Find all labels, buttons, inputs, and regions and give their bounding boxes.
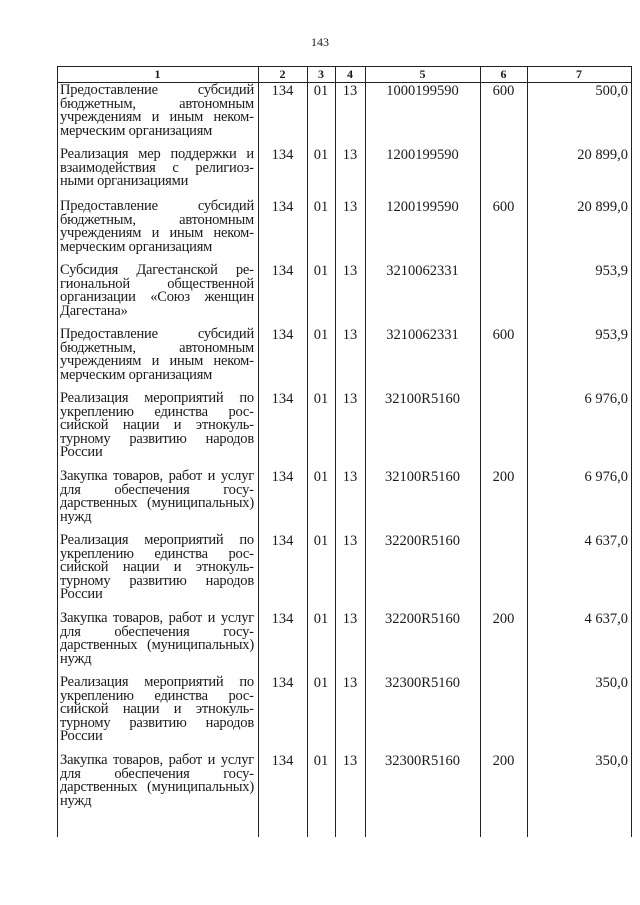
row-description: Закупка товаров, работ и услуг для обеспечения государственных (муниципальных) нужд [60,468,254,525]
row-section: 01 [313,753,329,769]
row-target-article: 1200199590 [386,199,459,215]
row-section: 01 [313,147,329,163]
row-description: Реализация мер поддержки и взаимодействия с религиозными организациями [60,146,254,189]
row-target-article: 32300R5160 [385,675,460,691]
row-section: 01 [313,199,329,215]
row-grbs: 134 [271,533,294,549]
row-description: Реализация мероприятий по укреплению единства российской нации и этнокультурному развитию народов России [60,674,254,744]
row-description: Реализация мероприятий по укреплению единства российской нации и этнокультурному развитию народов России [60,390,254,460]
row-subsection: 13 [342,83,358,99]
row-amount: 350,0 [595,675,628,691]
row-subsection: 13 [342,199,358,215]
column-divider [527,66,528,837]
row-subsection: 13 [342,675,358,691]
row-subsection: 13 [342,263,358,279]
row-amount: 500,0 [595,83,628,99]
row-target-article: 1200199590 [386,147,459,163]
row-description: Предоставление субсидий бюджетным, автономным учреждениям и иным некоммерческим организациям [60,82,254,139]
row-target-article: 32100R5160 [385,391,460,407]
row-grbs: 134 [271,199,294,215]
row-description: Реализация мероприятий по укреплению единства российской нации и этнокультурному развитию народов России [60,532,254,602]
row-amount: 6 976,0 [584,469,628,485]
row-target-article: 3210062331 [386,263,459,279]
row-section: 01 [313,83,329,99]
budget-table [57,66,632,837]
row-amount: 953,9 [595,327,628,343]
row-amount: 4 637,0 [584,533,628,549]
row-amount: 350,0 [595,753,628,769]
row-amount: 4 637,0 [584,611,628,627]
row-subsection: 13 [342,753,358,769]
row-expense-type: 200 [492,753,515,769]
row-expense-type: 600 [492,199,515,215]
header-col-3: 3 [318,67,324,81]
row-subsection: 13 [342,533,358,549]
page-number: 143 [311,35,329,49]
row-expense-type: 200 [492,611,515,627]
row-target-article: 32200R5160 [385,611,460,627]
row-section: 01 [313,675,329,691]
row-target-article: 32200R5160 [385,533,460,549]
row-subsection: 13 [342,147,358,163]
row-expense-type: 600 [492,327,515,343]
row-description: Субсидия Дагестанской региональной общественной организации «Союз женщин Дагестана» [60,262,254,319]
row-section: 01 [313,391,329,407]
row-target-article: 3210062331 [386,327,459,343]
column-divider [480,66,481,837]
row-section: 01 [313,469,329,485]
row-description: Закупка товаров, работ и услуг для обеспечения государственных (муниципальных) нужд [60,752,254,809]
row-section: 01 [313,263,329,279]
row-section: 01 [313,327,329,343]
header-col-7: 7 [576,67,582,81]
column-divider [631,66,632,837]
row-section: 01 [313,533,329,549]
row-subsection: 13 [342,327,358,343]
row-grbs: 134 [271,753,294,769]
row-grbs: 134 [271,611,294,627]
column-divider [335,66,336,837]
row-grbs: 134 [271,147,294,163]
header-col-4: 4 [347,67,353,81]
row-grbs: 134 [271,675,294,691]
row-description: Закупка товаров, работ и услуг для обеспечения государственных (муниципальных) нужд [60,610,254,667]
header-col-1: 1 [154,67,161,81]
row-expense-type: 200 [492,469,515,485]
row-subsection: 13 [342,611,358,627]
column-divider [365,66,366,837]
row-amount: 20 899,0 [577,199,628,215]
row-expense-type: 600 [492,83,515,99]
column-divider [307,66,308,837]
row-grbs: 134 [271,391,294,407]
header-col-5: 5 [419,67,426,81]
row-target-article: 32300R5160 [385,753,460,769]
column-divider [258,66,259,837]
header-col-6: 6 [500,67,507,81]
row-description: Предоставление субсидий бюджетным, автономным учреждениям и иным некоммерческим организациям [60,326,254,383]
row-amount: 953,9 [595,263,628,279]
row-grbs: 134 [271,83,294,99]
row-amount: 20 899,0 [577,147,628,163]
row-description: Предоставление субсидий бюджетным, автономным учреждениям и иным некоммерческим организациям [60,198,254,255]
row-subsection: 13 [342,391,358,407]
header-col-2: 2 [279,67,286,81]
row-target-article: 1000199590 [386,83,459,99]
column-divider [57,66,58,837]
row-grbs: 134 [271,263,294,279]
row-section: 01 [313,611,329,627]
row-subsection: 13 [342,469,358,485]
row-amount: 6 976,0 [584,391,628,407]
row-target-article: 32100R5160 [385,469,460,485]
row-grbs: 134 [271,469,294,485]
row-grbs: 134 [271,327,294,343]
